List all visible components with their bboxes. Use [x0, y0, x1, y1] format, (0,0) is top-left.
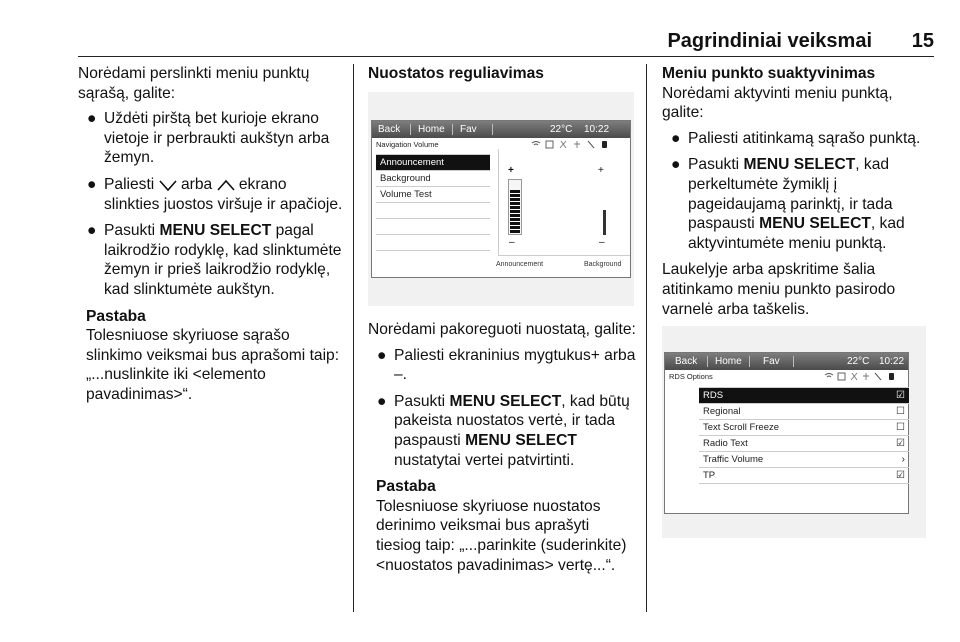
list-item — [78, 221, 343, 299]
home-button[interactable]: Home — [715, 356, 742, 367]
bar-divider — [707, 356, 708, 367]
fav-button[interactable]: Fav — [763, 356, 780, 367]
note-block — [376, 477, 636, 575]
list-item-background[interactable]: Background — [376, 171, 490, 187]
home-button[interactable]: Home — [418, 124, 445, 135]
slider-label-announcement: Announcement — [496, 261, 544, 268]
infotainment-screen — [664, 352, 909, 514]
rds-option-row[interactable] — [699, 420, 909, 436]
rds-option-label: TP — [703, 470, 716, 481]
intro-text: Norėdami perslinkti meniu punktų sąrašą, galite: — [78, 65, 310, 102]
bar-divider — [452, 124, 453, 135]
list-item-text: , kad perkeltumėte žymiklį į pageidaujamą parinktį, ir tada paspausti — [688, 156, 893, 233]
column-divider — [353, 64, 354, 612]
section-heading: Nuostatos reguliavimas — [368, 65, 544, 82]
list-item — [368, 392, 636, 470]
plus-button[interactable]: + — [598, 165, 604, 176]
rds-options-list — [699, 387, 909, 484]
checkbox-empty-icon: ☐ — [896, 406, 905, 417]
settings-list — [376, 154, 490, 251]
infotainment-screen — [371, 120, 631, 278]
rds-option-label: RDS — [703, 390, 724, 401]
page-number: 15 — [911, 30, 934, 52]
section-title: Pagrindiniai veiksmai — [667, 30, 872, 52]
bullet-list — [78, 109, 343, 299]
rds-option-row[interactable] — [699, 436, 909, 452]
plus-button[interactable]: + — [508, 165, 514, 176]
bullet-icon: ● — [87, 222, 97, 240]
column-scrolling — [78, 64, 343, 405]
column-adjusting-body — [368, 320, 636, 575]
panel-divider — [498, 149, 499, 255]
back-button[interactable]: Back — [675, 356, 698, 367]
screen-figure-volume — [368, 92, 634, 306]
screen-figure-rds — [662, 326, 926, 538]
minus-button[interactable]: – — [599, 237, 605, 248]
note-block — [86, 307, 343, 405]
status-icons-strip — [823, 372, 907, 381]
status-icons — [823, 372, 907, 383]
list-item-empty — [376, 219, 490, 235]
screen-title: Navigation Volume — [376, 140, 439, 149]
checkbox-checked-icon: ☑ — [896, 438, 905, 449]
arrow-right-icon: › — [901, 454, 905, 465]
back-button[interactable]: Back — [378, 124, 401, 135]
list-item-text: nustatytai vertei patvirtinti. — [394, 451, 575, 469]
control-name: MENU SELECT — [159, 222, 272, 240]
slider-label-background: Background — [584, 261, 622, 268]
bullet-icon: ● — [87, 110, 97, 128]
clock-readout: 10:22 — [879, 356, 905, 367]
note-title: Pastaba — [86, 307, 146, 325]
list-item-text: , kad aktyvintumėte meniu punktą. — [688, 215, 905, 252]
rds-option-row[interactable] — [699, 452, 909, 468]
list-item-text: Paliesti atitinkamą sąrašo punktą. — [688, 129, 921, 147]
list-item-text: pagal laikrodžio rodyklę, kad slinktumėte žemyn ir prieš laikrodžio rodyklę, kad slinktumėte aukštyn. — [104, 222, 342, 298]
temperature-readout: 22°C — [550, 124, 573, 135]
control-name: MENU SELECT — [465, 431, 577, 449]
list-item — [662, 129, 934, 149]
checkbox-empty-icon: ☐ — [896, 422, 905, 433]
panel-divider — [498, 255, 630, 256]
chevron-down-icon — [159, 178, 177, 192]
list-item-volume-test[interactable]: Volume Test — [376, 187, 490, 203]
rds-option-label: Radio Text — [703, 438, 748, 449]
temperature-readout: 22°C — [847, 356, 870, 367]
status-icons — [530, 140, 626, 151]
rds-option-label: Traffic Volume — [703, 454, 764, 465]
list-item — [78, 109, 343, 168]
note-title: Pastaba — [376, 478, 436, 496]
bullet-icon: ● — [377, 392, 387, 410]
list-item-text: , kad būtų pakeista nuostatos vertė, ir tada paspausti — [394, 392, 630, 449]
status-icons-strip — [530, 140, 626, 149]
intro-text: Norėdami pakoreguoti nuostatą, galite: — [368, 321, 636, 338]
list-item-text: Pasukti — [688, 156, 740, 174]
bullet-icon: ● — [671, 129, 681, 147]
control-name: MENU SELECT — [759, 215, 871, 233]
minus-button[interactable]: – — [509, 237, 515, 248]
announcement-volume-slider[interactable] — [508, 179, 522, 235]
column-adjusting — [368, 64, 636, 84]
bullet-list — [662, 129, 934, 254]
list-item-text: Paliesti — [104, 175, 155, 193]
bullet-icon: ● — [87, 175, 97, 193]
column-activating — [662, 64, 934, 325]
rds-option-label: Text Scroll Freeze — [703, 422, 780, 433]
outro-text: Laukelyje arba apskritime šalia atitinkamo meniu punkto pasirodo varnelė arba taškelis. — [662, 261, 896, 318]
control-name: MENU SELECT — [743, 156, 856, 174]
bullet-icon: ● — [377, 346, 387, 364]
list-item-text: Pasukti — [104, 222, 156, 240]
intro-text: Norėdami aktyvinti meniu punktą, galite: — [662, 84, 893, 122]
bar-divider — [492, 124, 493, 135]
checkbox-checked-icon: ☑ — [896, 470, 905, 481]
screen-title: RDS Options — [669, 372, 713, 381]
bar-divider — [410, 124, 411, 135]
list-item-announcement[interactable]: Announcement — [376, 155, 490, 171]
rds-option-row[interactable] — [699, 468, 909, 484]
page-header — [78, 30, 934, 52]
slider-fill — [510, 190, 520, 233]
list-item-text: Uždėti pirštą bet kurioje ekrano vietoje ir perbraukti aukštyn arba žemyn. — [104, 110, 330, 167]
list-item — [662, 155, 934, 253]
bullet-icon: ● — [671, 156, 681, 174]
rds-option-row[interactable] — [699, 388, 909, 404]
control-name: MENU SELECT — [449, 392, 562, 410]
chevron-up-icon — [217, 178, 235, 192]
list-item — [368, 346, 636, 385]
list-item — [78, 175, 343, 214]
list-item-text: arba — [180, 175, 213, 193]
checkbox-checked-icon: ☑ — [896, 390, 905, 401]
note-text: Tolesniuose skyriuose nuostatos derinimo veiksmai bus aprašyti tiesiog taip: „...parinkite (suderinkite) <nuostatos pavadinimas> vertę...“. — [376, 497, 627, 574]
rds-option-label: Regional — [703, 406, 741, 417]
slider-fill — [603, 210, 606, 235]
bullet-list — [368, 346, 636, 471]
bar-divider — [749, 356, 750, 367]
note-text: Tolesniuose skyriuose sąrašo slinkimo veiksmai bus aprašomi taip: „...nuslinkite iki <elemento pavadinimas>“. — [86, 327, 340, 403]
bar-divider — [793, 356, 794, 367]
list-item-text: Pasukti — [394, 392, 446, 410]
column-divider — [646, 64, 647, 612]
screen-top-bar — [665, 353, 908, 370]
screen-top-bar — [372, 121, 630, 138]
fav-button[interactable]: Fav — [460, 124, 477, 135]
header-rule — [78, 56, 934, 57]
section-heading: Meniu punkto suaktyvinimas — [662, 65, 876, 82]
list-item-empty — [376, 203, 490, 219]
list-item-text: Paliesti ekraninius mygtukus+ arba –. — [394, 346, 636, 384]
rds-option-row[interactable] — [699, 404, 909, 420]
clock-readout: 10:22 — [584, 124, 610, 135]
list-item-text: ekrano slinkties juostos viršuje ir apačioje. — [104, 175, 343, 213]
background-volume-slider[interactable] — [598, 179, 612, 235]
list-item-empty — [376, 235, 490, 251]
